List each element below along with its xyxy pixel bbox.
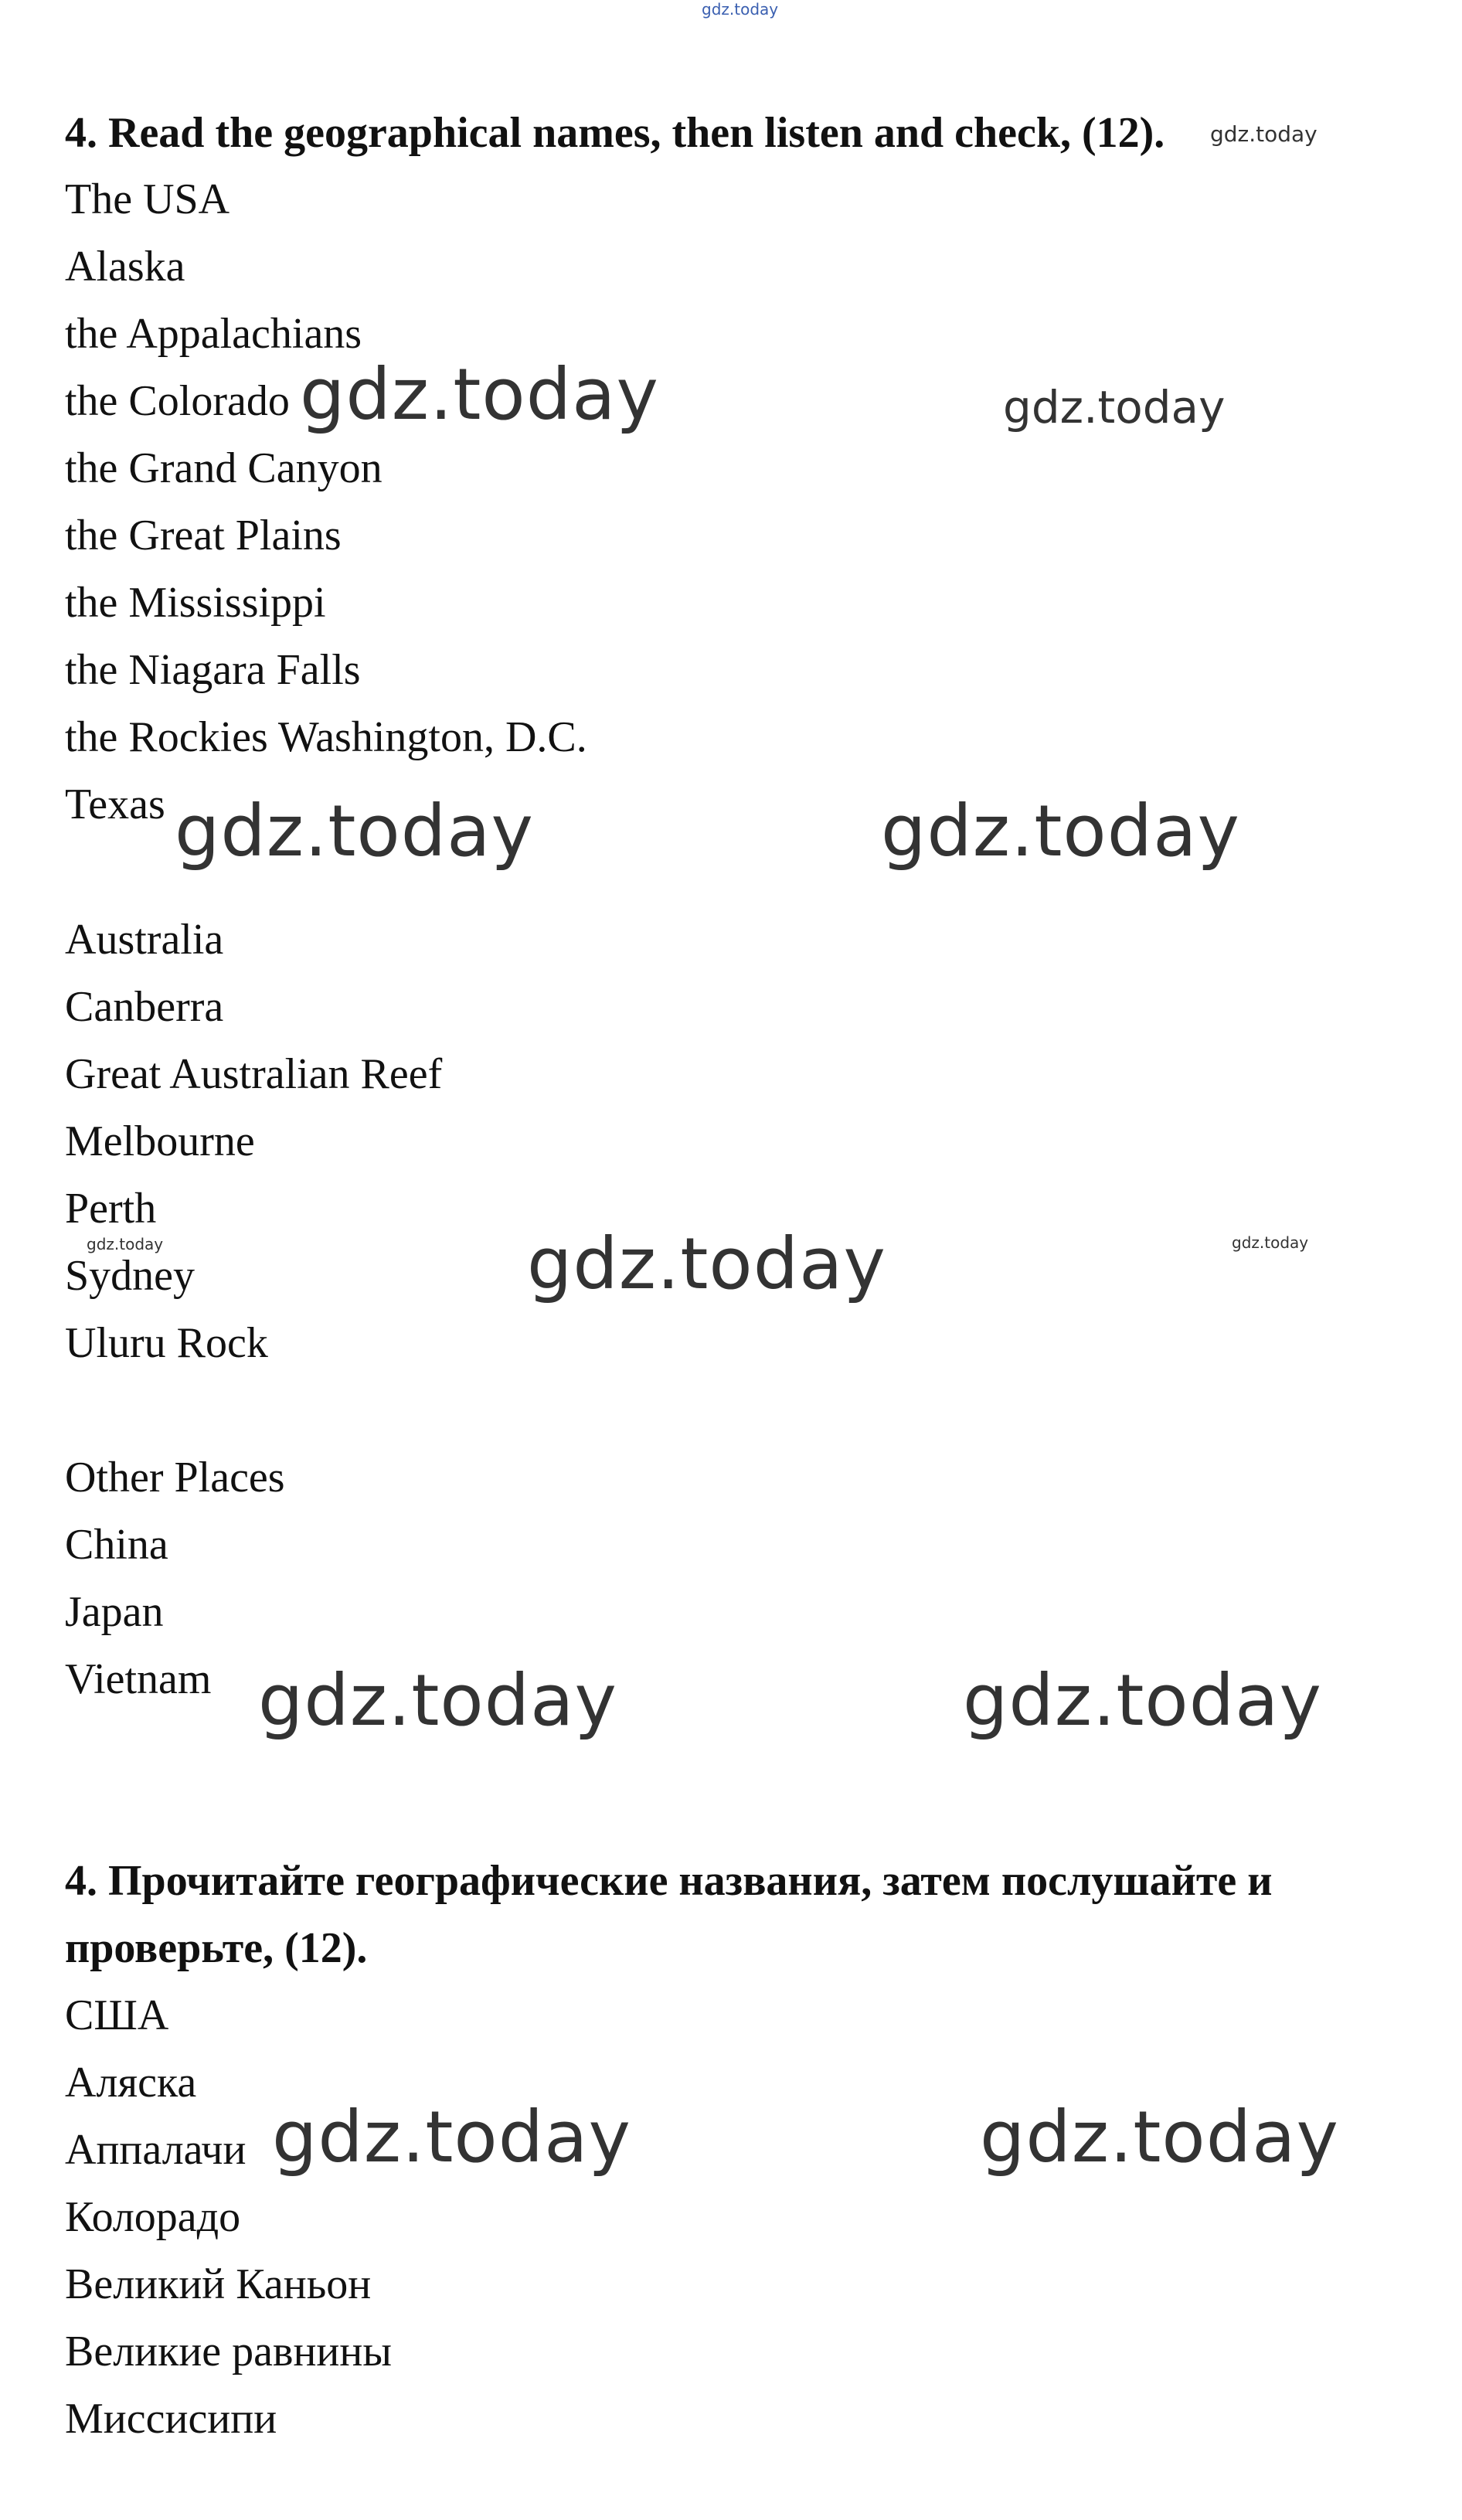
- list-item: Аппалачи: [65, 2126, 246, 2174]
- list-item: США: [65, 1991, 169, 2039]
- watermark: gdz.today: [87, 1235, 164, 1253]
- watermark: gdz.today: [527, 1223, 886, 1305]
- watermark: gdz.today: [1003, 381, 1226, 434]
- list-item: Australia: [65, 916, 224, 964]
- list-item: the Colorado: [65, 377, 290, 425]
- heading-en: 4. Read the geographical names, then listen and check, (12).: [65, 109, 1165, 157]
- watermark: gdz.today: [980, 2096, 1339, 2178]
- list-item: The USA: [65, 175, 230, 223]
- list-item: Uluru Rock: [65, 1319, 268, 1367]
- list-item: Миссисипи: [65, 2395, 277, 2443]
- list-item: the Mississippi: [65, 579, 326, 627]
- watermark-top: gdz.today: [702, 0, 779, 19]
- list-item: Аляска: [65, 2059, 197, 2107]
- watermark: gdz.today: [175, 790, 534, 872]
- list-item: Sydney: [65, 1252, 195, 1300]
- watermark: gdz.today: [258, 1659, 617, 1742]
- list-item: Great Australian Reef: [65, 1050, 443, 1098]
- list-item: Canberra: [65, 983, 224, 1031]
- watermark-heading: gdz.today: [1210, 121, 1318, 147]
- watermark: gdz.today: [881, 790, 1240, 872]
- list-item: Texas: [65, 780, 165, 828]
- list-item: the Great Plains: [65, 512, 342, 559]
- list-item: Japan: [65, 1588, 164, 1636]
- heading-ru-line1: 4. Прочитайте географические названия, затем послушайте и: [65, 1857, 1273, 1905]
- list-item: Other Places: [65, 1454, 285, 1501]
- list-item: China: [65, 1521, 168, 1569]
- watermark: gdz.today: [1232, 1233, 1309, 1252]
- heading-ru-line2: проверьте, (12).: [65, 1924, 368, 1972]
- list-item: Колорадо: [65, 2193, 241, 2241]
- list-item: the Rockies Washington, D.C.: [65, 713, 587, 761]
- watermark: gdz.today: [272, 2096, 631, 2178]
- list-item: the Grand Canyon: [65, 444, 382, 492]
- list-item: Великие равнины: [65, 2328, 392, 2375]
- watermark: gdz.today: [300, 353, 659, 436]
- list-item: Alaska: [65, 243, 185, 291]
- list-item: Vietnam: [65, 1655, 212, 1703]
- list-item: Великий Каньон: [65, 2260, 372, 2308]
- list-item: the Appalachians: [65, 310, 362, 358]
- watermark: gdz.today: [963, 1659, 1322, 1742]
- list-item: Melbourne: [65, 1117, 255, 1165]
- list-item: the Niagara Falls: [65, 646, 361, 694]
- list-item: Perth: [65, 1185, 157, 1233]
